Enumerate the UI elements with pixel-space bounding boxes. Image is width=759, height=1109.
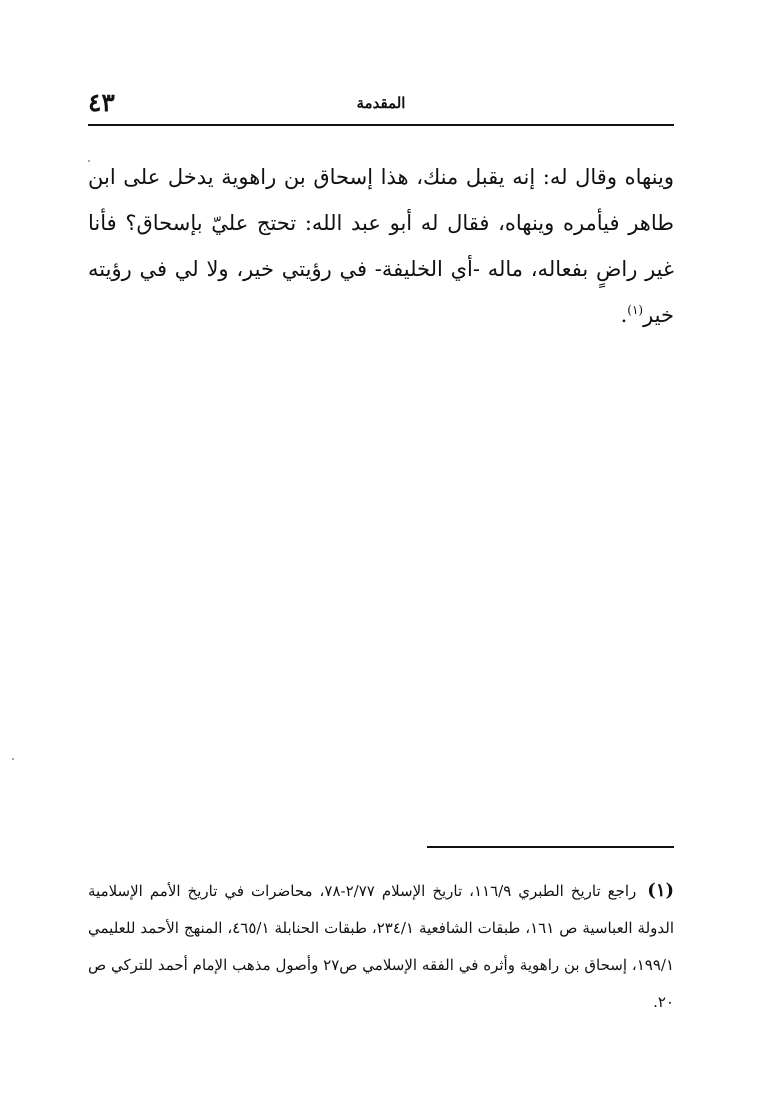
page-number: ٤٣: [88, 88, 115, 117]
footnote-text: راجع تاريخ الطبري ١١٦/٩، تاريخ الإسلام ٢/٧٧-٧٨، محاضرات في تاريخ الأمم الإسلامية الدولة العباسية ص ١٦١، طبقات الشافعية ٢٣٤/١، طبقات الحنابلة ٤٦٥/١، المنهج الأحمد للعليمي ١٩٩/١، إسحاق بن راهوية وأثره في الفقه الإسلامي ص٢٧ وأصول مذهب الإمام أحمد للتركي ص ٢٠.: [88, 882, 674, 1011]
footnote: [88, 872, 674, 1021]
scan-speck: [12, 758, 14, 760]
body-paragraph-text: وينهاه وقال له: إنه يقبل منك، هذا إسحاق بن راهوية يدخل على ابن طاهر فيأمره وينهاه، فقال له أبو عبد الله: تحتج عليّ بإسحاق؟ فأنا غير راضٍ بفعاله، ماله -أي الخليفة- في رؤيتي خير، ولا لي في رؤيته خير: [88, 165, 674, 327]
scan-speck: [88, 160, 90, 162]
body-paragraph-end: .: [620, 303, 628, 327]
running-head: [88, 88, 674, 124]
header-divider: [88, 124, 674, 126]
footnote-divider: [427, 846, 674, 848]
body-paragraph: [88, 154, 674, 338]
footnote-marker: (١): [647, 880, 675, 901]
running-title: المقدمة: [356, 94, 406, 112]
footnote-reference: (١): [627, 303, 644, 317]
